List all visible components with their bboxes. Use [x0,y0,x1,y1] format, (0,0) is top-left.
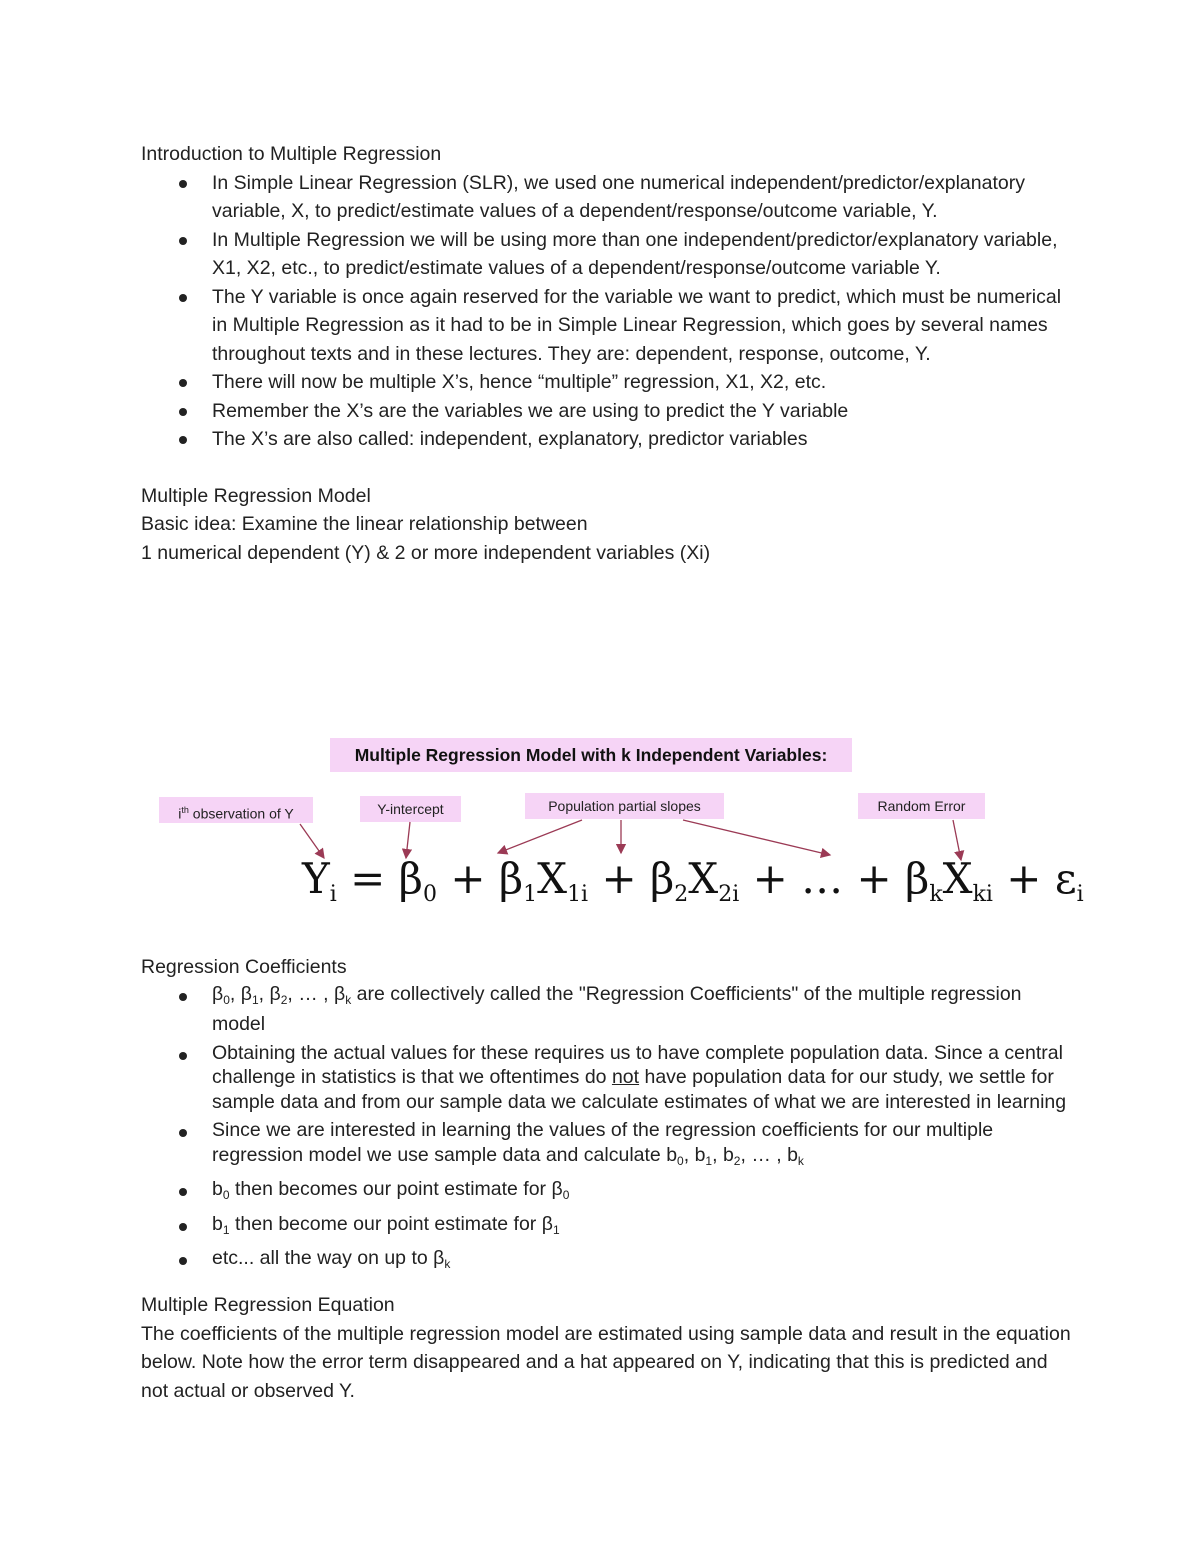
label-y-intercept: Y-intercept [360,796,461,822]
arrow-to-beta0 [406,822,410,858]
list-item: $b_0$ then becomes our point estimate for $\beta_0$ [212,1177,1071,1208]
coefficients-section [141,953,1071,1281]
list-item [212,1041,1071,1115]
coefficients-bullet-list [141,982,1071,1277]
list-item: In Multiple Regression we will be using more than one independent/predictor/explanatory variable, X1, X2, etc., to predict/estimate values of a dependent/response/outcome variable Y. [212,226,1071,283]
arrow-to-y [300,824,324,858]
list-item-text: then becomes our point estimate for [229,1178,552,1200]
list-item: The X’s are also called: independent, explanatory, predictor variables [212,425,1071,454]
list-item: The Y variable is once again reserved for the variable we want to predict, which must be numerical in Multiple Regression as it had to be in Simple Linear Regression, which goes by several names throughout texts and in these lectures. They are: dependent, response, outcome, Y. [212,283,1071,369]
label-obs-rest: observation of Y [188,805,294,822]
regression-model-figure [150,738,1084,913]
label-obs-sup: th [181,805,189,815]
list-item: There will now be multiple X’s, hence “multiple” regression, X1, X2, etc. [212,368,1071,397]
intro-bullet-list [141,169,1071,454]
coefficients-title: Regression Coefficients [141,956,347,978]
arrow-to-beta1 [498,820,582,853]
list-item-text: etc... all the way on up to [212,1247,434,1269]
regression-model-equation: $Y_i = \beta_0 + \beta_1X_{1i} + \beta_2X_{2i}$ + … + $\beta_kX_{ki} + \varepsilon_i$ [302,854,1084,907]
list-item: Remember the X’s are the variables we are using to predict the Y variable [212,397,1071,426]
equation-section [141,1291,1071,1405]
coefficient-text: are collectively called the "Regression Coefficients" of the multiple regression model [212,982,1022,1035]
list-item: $\beta_0$, $\beta_1$, $\beta_2$, … , $\beta_k$ are collectively called the "Regression Coefficients" of the multiple regression model [212,982,1071,1037]
arrow-to-betak [683,820,830,855]
model-line-2: 1 numerical dependent (Y) & 2 or more independent variables (Xi) [141,541,711,564]
emphasis-not: not [611,1066,640,1088]
equation-body: The coefficients of the multiple regression model are estimated using sample data and result in the equation below. Note how the error term disappeared and a hat appeared on Y, indicating that this is predicted and not actual or observed Y. [141,1322,1071,1402]
list-item-text: have population data for our study, we settle for sample data and from our sample data we calculate estimates of what we are interested in learning [212,1066,1067,1113]
list-item-text: Obtaining the actual values for these requires us to have complete population data. Since a central challenge in statistics is that we oftentimes do [212,1041,1063,1088]
equation-title: Multiple Regression Equation [141,1294,395,1316]
list-item: $b_1$ then become our point estimate for $\beta_1$ [212,1212,1071,1243]
list-item-text: then become our point estimate for [229,1212,542,1235]
intro-section [141,140,1071,567]
label-obs-base: i [178,805,182,822]
list-item: In Simple Linear Regression (SLR), we used one numerical independent/predictor/explanatory variable, X, to predict/estimate values of a dependent/response/outcome variable, Y. [212,169,1071,226]
list-item: Since we are interested in learning the values of the regression coefficients for our multiple regression model we use sample data and calculate $b_0$, $b_1$, $b_2$, … , $b_k$ [212,1118,1071,1173]
figure-title: Multiple Regression Model with k Independent Variables: [330,738,852,772]
label-random-error: Random Error [858,793,985,819]
intro-title: Introduction to Multiple Regression [141,143,442,165]
model-line-1: Basic idea: Examine the linear relationship between [141,513,588,535]
label-population-slopes: Population partial slopes [525,793,724,819]
model-title: Multiple Regression Model [141,484,371,507]
spacer [141,454,1071,482]
list-item: etc... all the way on up to $\beta_k$ [212,1246,1071,1277]
list-item-text: Since we are interested in learning the values of the regression coefficients for our multiple regression model we use sample data and calculate [212,1119,994,1166]
